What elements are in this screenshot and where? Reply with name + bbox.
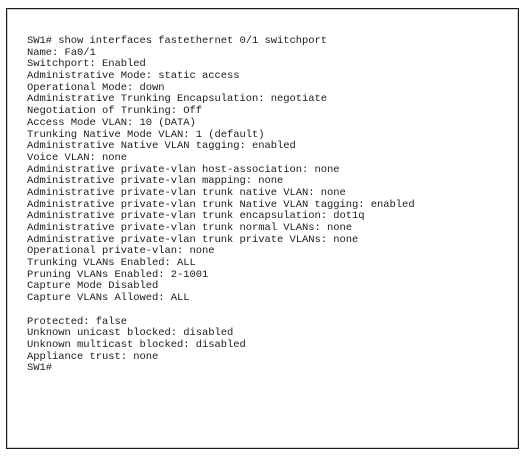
command-line: SW1# show interfaces fastethernet 0/1 switchport: [27, 35, 328, 47]
command-prompt[interactable]: SW1#: [27, 362, 53, 375]
output-line-trunking-native-mode-vlan: Trunking Native Mode VLAN: 1 (default): [27, 128, 265, 141]
output-line-name: Name: Fa0/1: [27, 46, 96, 59]
blank-line: [27, 305, 514, 317]
output-line-operational-private-vlan: Operational private-vlan: none: [27, 245, 215, 258]
output-line-operational-mode: Operational Mode: down: [27, 81, 165, 94]
output-line-appliance-trust: Appliance trust: none: [27, 350, 159, 363]
output-line-protected: Protected: false: [27, 315, 128, 328]
output-line-switchport: Switchport: Enabled: [27, 58, 146, 71]
output-line-pvlan-trunk-normal-vlans: Administrative private-vlan trunk normal VLANs: none: [27, 222, 353, 234]
output-line-pvlan-trunk-native-vlan-tagging: Administrative private-vlan trunk Native VLAN tagging: enabled: [27, 198, 415, 211]
output-line-native-vlan-tagging: Administrative Native VLAN tagging: enabled: [27, 140, 296, 153]
output-line-access-mode-vlan: Access Mode VLAN: 10 (DATA): [27, 116, 196, 129]
output-line-trunking-encapsulation: Administrative Trunking Encapsulation: negotiate: [27, 93, 328, 106]
output-line-pruning-vlans-enabled: Pruning VLANs Enabled: 2-1001: [27, 268, 209, 281]
output-line-unknown-multicast-blocked: Unknown multicast blocked: disabled: [27, 338, 246, 351]
output-line-voice-vlan: Voice VLAN: none: [27, 151, 128, 164]
output-line-pvlan-trunk-native-vlan: Administrative private-vlan trunk native VLAN: none: [27, 186, 346, 199]
output-line-negotiation-of-trunking: Negotiation of Trunking: Off: [27, 105, 203, 118]
output-line-pvlan-trunk-private-vlans: Administrative private-vlan trunk private VLANs: none: [27, 233, 359, 246]
output-line-administrative-mode: Administrative Mode: static access: [27, 70, 240, 83]
output-line-trunking-vlans-enabled: Trunking VLANs Enabled: ALL: [27, 257, 196, 270]
terminal-output-window: [6, 8, 519, 449]
output-line-pvlan-host-association: Administrative private-vlan host-association: none: [27, 163, 340, 176]
output-line-capture-mode: Capture Mode Disabled: [27, 280, 159, 293]
output-line-unknown-unicast-blocked: Unknown unicast blocked: disabled: [27, 327, 234, 340]
output-line-pvlan-mapping: Administrative private-vlan mapping: none: [27, 175, 284, 188]
output-line-pvlan-trunk-encapsulation: Administrative private-vlan trunk encapsulation: dot1q: [27, 210, 365, 223]
output-line-capture-vlans-allowed: Capture VLANs Allowed: ALL: [27, 292, 190, 305]
terminal-output: [27, 36, 514, 375]
